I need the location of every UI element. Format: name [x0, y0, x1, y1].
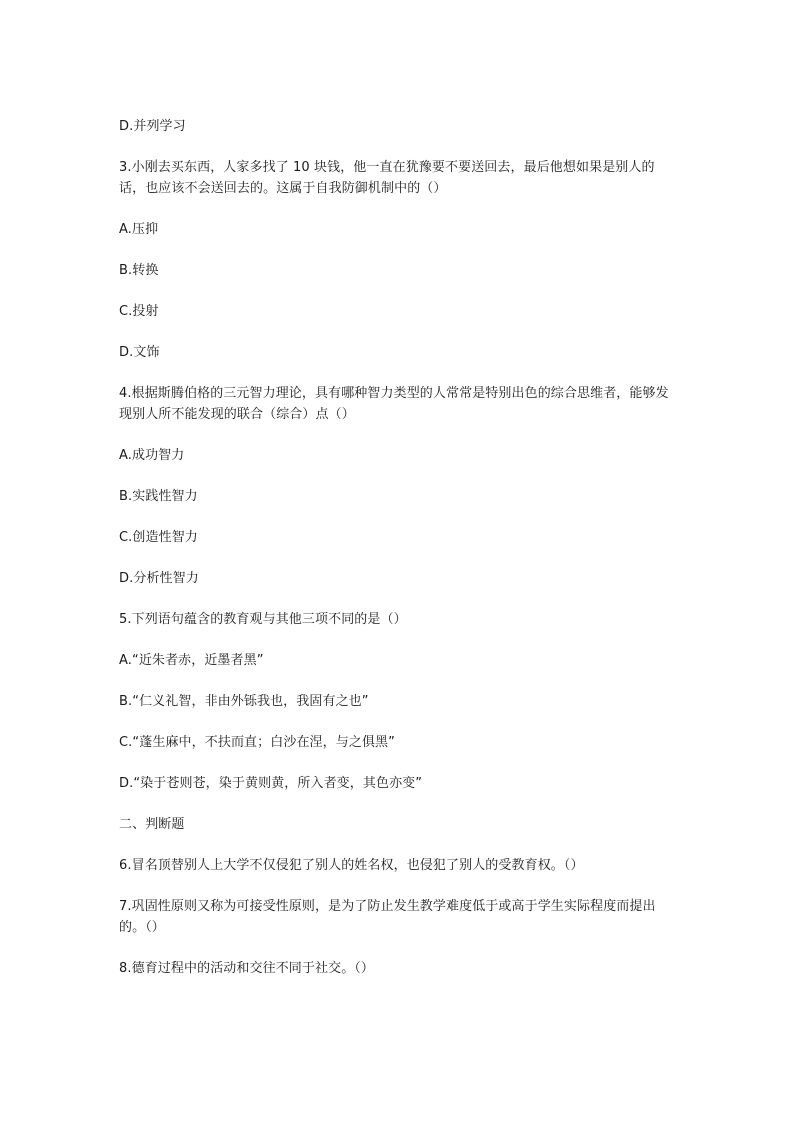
option-b-practical-intelligence: B.实践性智力	[119, 489, 198, 504]
question-7: 7.巩固性原则又称为可接受性原则，是为了防止发生教学难度低于或高于学生实际程度而提出的。（）	[119, 899, 656, 935]
question-6: 6.冒名顶替别人上大学不仅侵犯了别人的姓名权，也侵犯了别人的受教育权。（）	[119, 858, 584, 873]
option-d-quote: D.“染于苍则苍，染于黄则黄，所入者变，其色亦变”	[119, 776, 423, 791]
option-d-rationalization: D.文饰	[119, 345, 160, 360]
option-a-quote: A.“近朱者赤，近墨者黑”	[119, 653, 264, 668]
option-b-conversion: B.转换	[119, 263, 159, 278]
option-c-quote: C.“蓬生麻中，不扶而直；白沙在涅，与之俱黑”	[119, 735, 395, 750]
option-a-repression: A.压抑	[119, 222, 159, 237]
option-d-analytical-intelligence: D.分析性智力	[119, 571, 199, 586]
question-8: 8.德育过程中的活动和交往不同于社交。（）	[119, 961, 375, 976]
option-c-projection: C.投射	[119, 304, 159, 319]
option-b-quote: B.“仁义礼智，非由外铄我也，我固有之也”	[119, 694, 369, 709]
option-a-successful-intelligence: A.成功智力	[119, 448, 185, 463]
question-5: 5.下列语句蕴含的教育观与其他三项不同的是（）	[119, 612, 407, 627]
option-c-creative-intelligence: C.创造性智力	[119, 530, 198, 545]
document-page	[119, 116, 679, 979]
section-heading-true-false: 二、判断题	[119, 817, 185, 832]
question-4: 4.根据斯腾伯格的三元智力理论，具有哪种智力类型的人常常是特别出色的综合思维者，能够发现别人所不能发现的联合（综合）点（）	[119, 386, 669, 422]
option-d-parallel-learning: D.并列学习	[119, 119, 186, 134]
question-3: 3.小刚去买东西，人家多找了 10 块钱，他一直在犹豫要不要送回去，最后他想如果是别人的话，也应该不会送回去的。这属于自我防御机制中的（）	[119, 160, 655, 196]
